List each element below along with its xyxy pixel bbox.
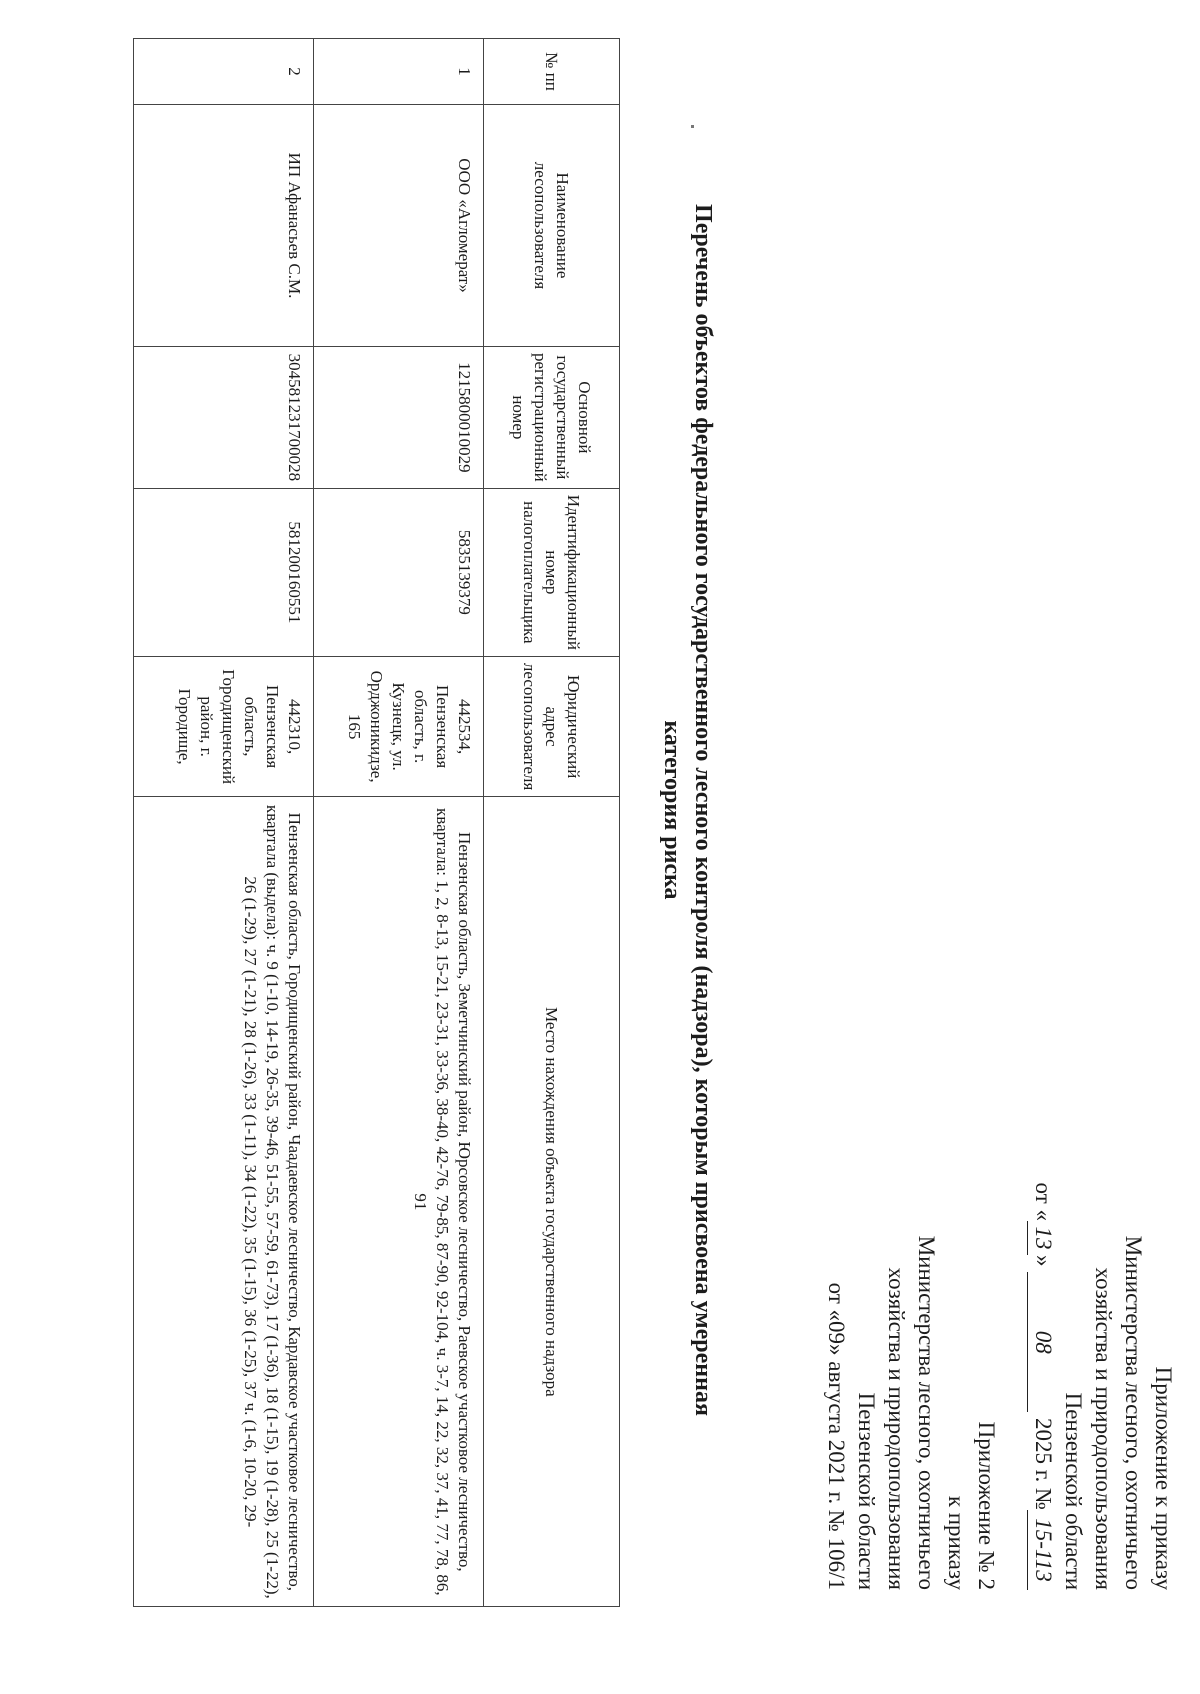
appendix1-date-line (1027, 1182, 1058, 1590)
cell-name: ИП Афанасьев С.М. (134, 105, 314, 347)
cell-ogrn: 1215800010029 (314, 347, 484, 489)
table-row (314, 39, 484, 1607)
cell-inn: 5835139379 (314, 488, 484, 656)
header-inn: Идентификационный номер налогоплательщика (484, 488, 620, 656)
appendix1-line1: Приложение к приказу (1151, 1366, 1176, 1590)
title-line1: Перечень объектов федерального государственного лесного контроля (надзора), которым присвоена умеренная (690, 204, 716, 1416)
table-header-row (484, 39, 620, 1607)
order-number: 15-113 (1027, 1510, 1058, 1590)
appendix2-line2: к приказу (944, 1495, 969, 1590)
appendix2-line6: от «09» августа 2021 г. № 106/1 (824, 1282, 849, 1590)
cell-address: 442310, Пензенская область, Городищенский район, г. Городище, (134, 656, 314, 796)
date-mid: » (1031, 1254, 1056, 1267)
risk-objects-table (133, 38, 620, 1607)
date-prefix: от « (1031, 1182, 1056, 1221)
cell-name: ООО «Агломерат» (314, 105, 484, 347)
date-year: 2025 г. № (1031, 1417, 1056, 1510)
date-month: 08 (1027, 1272, 1058, 1412)
document-title (656, 50, 718, 1570)
appendix1-line3: хозяйства и природопользования (1091, 1267, 1116, 1590)
header-location: Место нахождения объекта государственного надзора (484, 797, 620, 1607)
cell-ogrn: 304581231700028 (134, 347, 314, 489)
date-day: 13 (1027, 1221, 1058, 1255)
table-row (134, 39, 314, 1607)
cell-number: 2 (134, 39, 314, 105)
appendix1-line4: Пензенской области (1061, 1392, 1086, 1590)
title-line2: категория риска (659, 720, 685, 900)
appendix2-line4: хозяйства и природопользования (884, 1267, 909, 1590)
cell-address: 442534, Пензенская область, г. Кузнецк, ул. Орджоникидзе, 165 (314, 656, 484, 796)
cell-location: Пензенская область, Городищенский район, Чаадаевское лесничество, Кардавское участковое лесничество, квартала (выдела): ч. 9 (1-10, 14-19, 26-35, 39-46, 51-55, 57-59, 61-73), 17 (1-36), 18 (1-15), 19 (1-28), 25 (1-22), 26 (1-29), 27 (1-21), 28 (1-26), 33 (1-11), 34 (1-22), 35 (1-15), 36 (1-25), 37 ч. (1-6, 10-20, 29- (134, 797, 314, 1607)
header-ogrn: Основной государственный регистрационный номер (484, 347, 620, 489)
appendix2-line1: Приложение № 2 (974, 1421, 999, 1590)
page-bottom-edge (82, 30, 122, 1630)
appendix1-line2: Министерства лесного, охотничьего (1121, 1235, 1146, 1590)
rotated-sheet (90, 30, 1190, 1630)
cell-location: Пензенская область, Земетчинский район, Юрсовское лесничество, Раевское участковое лесничество, квартала: 1, 2, 8-13, 15-21, 23-31, 33-36, 38-40, 42-76, 79-85, 87-90, 92-104, ч. 3-7, 14, 22, 32, 37, 41, 77, 78, 86, 91 (314, 797, 484, 1607)
header-address: Юридический адрес лесопользователя (484, 656, 620, 796)
cell-inn: 581200160551 (134, 488, 314, 656)
appendix-header (821, 1182, 1178, 1590)
header-number: № пп (484, 39, 620, 105)
header-name: Наименование лесопользователя (484, 105, 620, 347)
appendix2-line3: Министерства лесного, охотничьего (914, 1235, 939, 1590)
cell-number: 1 (314, 39, 484, 105)
appendix2-line5: Пензенской области (854, 1392, 879, 1590)
